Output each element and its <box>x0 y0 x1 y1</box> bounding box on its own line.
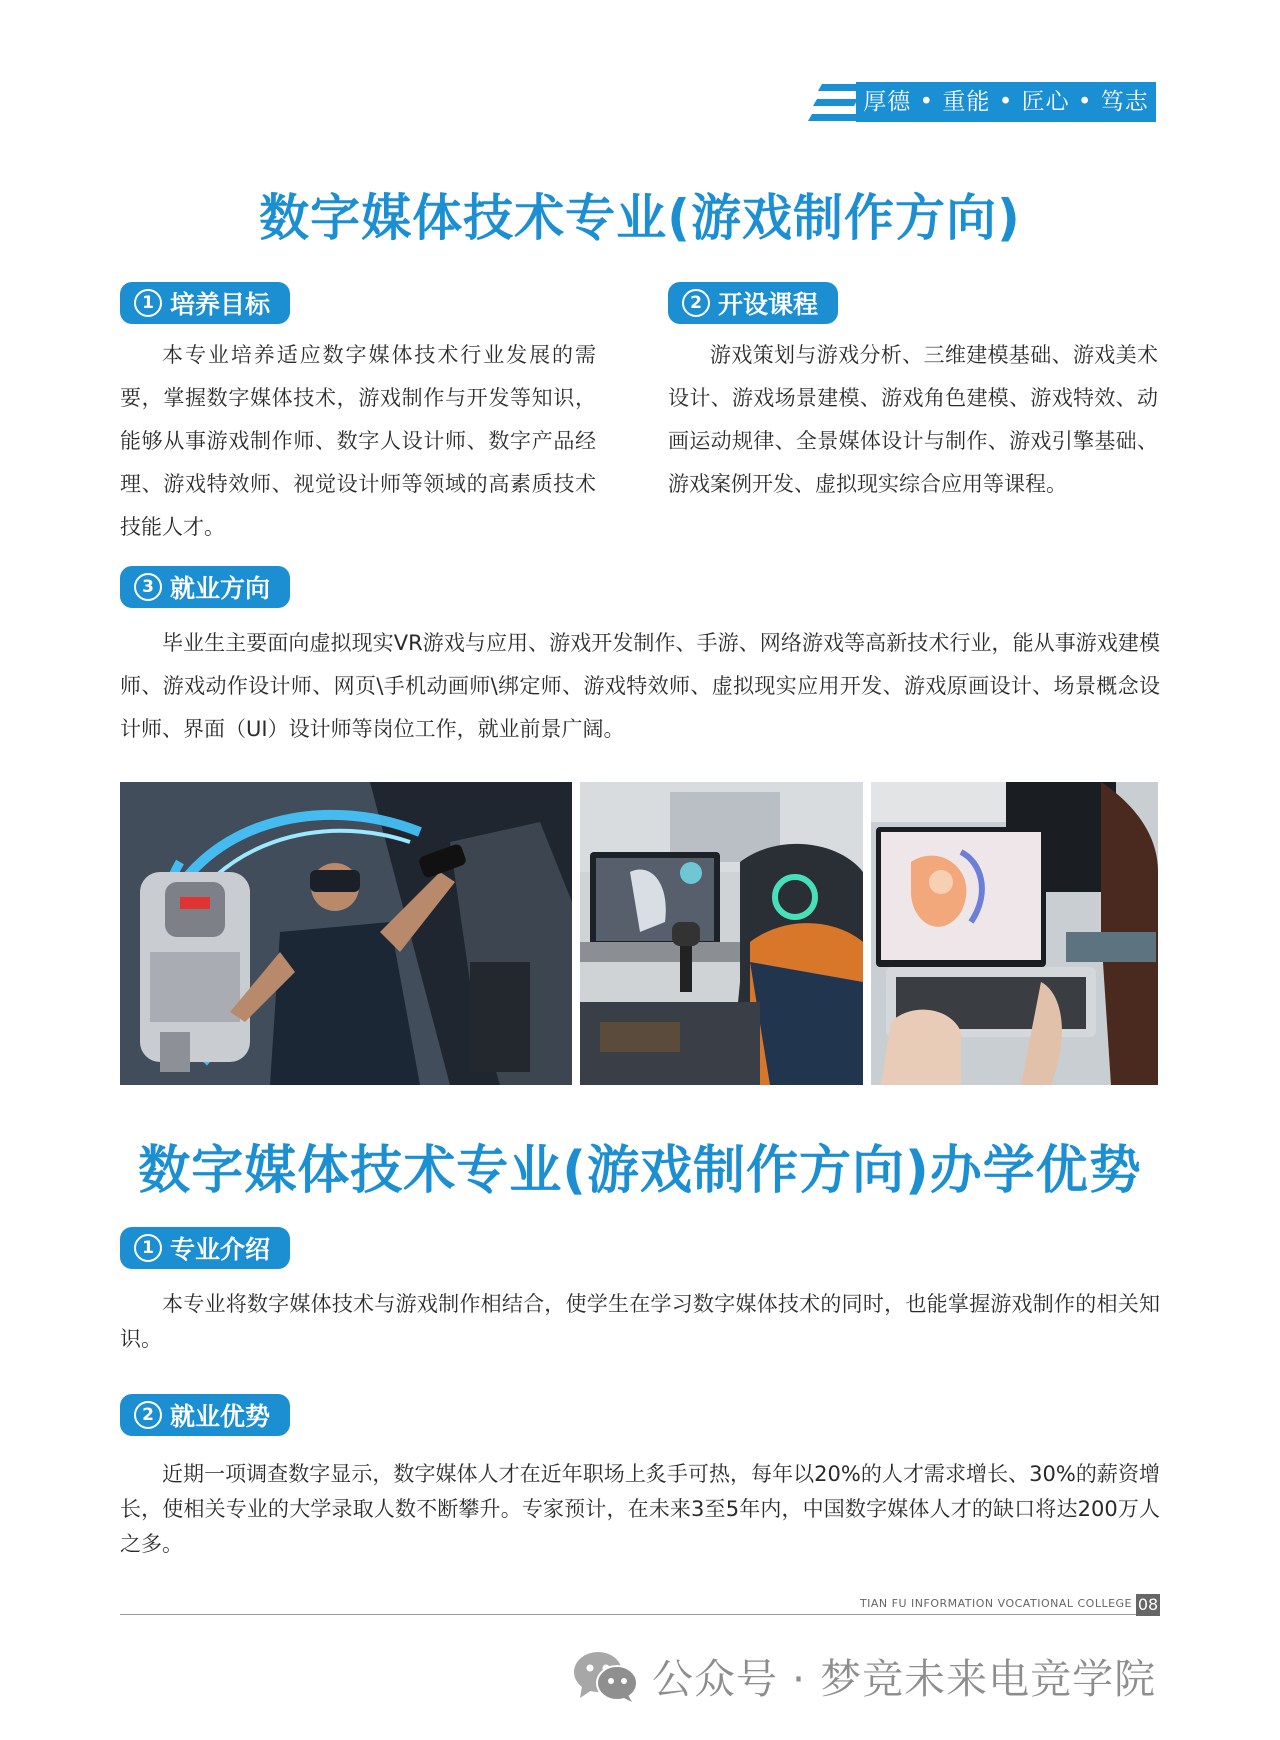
badge-label: 就业优势 <box>170 1402 271 1431</box>
badge-number: 1 <box>134 1234 162 1262</box>
section-badge-career <box>120 566 290 608</box>
section-badge-intro <box>120 1227 290 1269</box>
footer-divider <box>120 1614 1158 1615</box>
career-paragraph: 毕业生主要面向虚拟现实VR游戏与应用、游戏开发制作、手游、网络游戏等高新技术行业，能从事游戏建模师、游戏动作设计师、网页\手机动画师\绑定师、游戏特效师、虚拟现实应用开发、游戏原画设计、场景概念设计师、界面（UI）设计师等岗位工作，就业前景广阔。 <box>120 631 1160 741</box>
badge-label: 就业方向 <box>170 574 271 603</box>
wechat-icon <box>572 1650 638 1702</box>
courses-paragraph: 游戏策划与游戏分析、三维建模基础、游戏美术设计、游戏场景建模、游戏角色建模、游戏特效、动画运动规律、全景媒体设计与制作、游戏引擎基础、游戏案例开发、虚拟现实综合应用等课程。 <box>668 343 1158 496</box>
wechat-watermark <box>572 1646 1156 1705</box>
badge-number: 2 <box>134 1401 162 1429</box>
student-computer-photo <box>580 782 863 1085</box>
intro-paragraph: 本专业将数字媒体技术与游戏制作相结合，使学生在学习数字媒体技术的同时，也能掌握游戏制作的相关知识。 <box>120 1292 1160 1351</box>
employment-paragraph: 近期一项调查数字显示，数字媒体人才在近年职场上炙手可热，每年以20%的人才需求增长、30%的薪资增长，使相关专业的大学录取人数不断攀升。专家预计，在未来3至5年内，中国数字媒体人才的缺口将达200万人之多。 <box>120 1462 1160 1556</box>
badge-label: 开设课程 <box>718 290 819 319</box>
section-badge-goal <box>120 282 290 324</box>
advantages-title: 数字媒体技术专业(游戏制作方向)办学优势 <box>138 1141 1142 1201</box>
badge-number: 2 <box>682 289 710 317</box>
badge-number: 1 <box>134 289 162 317</box>
motto-banner <box>808 82 1156 122</box>
section-badge-employment <box>120 1394 290 1436</box>
goal-paragraph: 本专业培养适应数字媒体技术行业发展的需要，掌握数字媒体技术，游戏制作与开发等知识，能够从事游戏制作师、数字人设计师、数字产品经理、游戏特效师、视觉设计师等领域的高素质技术技能人才。 <box>120 343 596 539</box>
badge-label: 专业介绍 <box>170 1235 271 1264</box>
wechat-account-name: 公众号 · 梦竞未来电竞学院 <box>652 1655 1157 1703</box>
footer-college-name: TIAN FU INFORMATION VOCATIONAL COLLEGE <box>859 1597 1132 1610</box>
page-title: 数字媒体技术专业(游戏制作方向) <box>259 189 1021 247</box>
section-badge-courses <box>668 282 838 324</box>
page-number: 08 <box>1137 1595 1159 1614</box>
badge-number: 3 <box>134 573 162 601</box>
vr-gaming-photo <box>120 782 572 1085</box>
digital-drawing-photo <box>871 782 1158 1085</box>
badge-label: 培养目标 <box>170 290 271 319</box>
motto-text: 厚德 • 重能 • 匠心 • 笃志 <box>856 82 1156 122</box>
